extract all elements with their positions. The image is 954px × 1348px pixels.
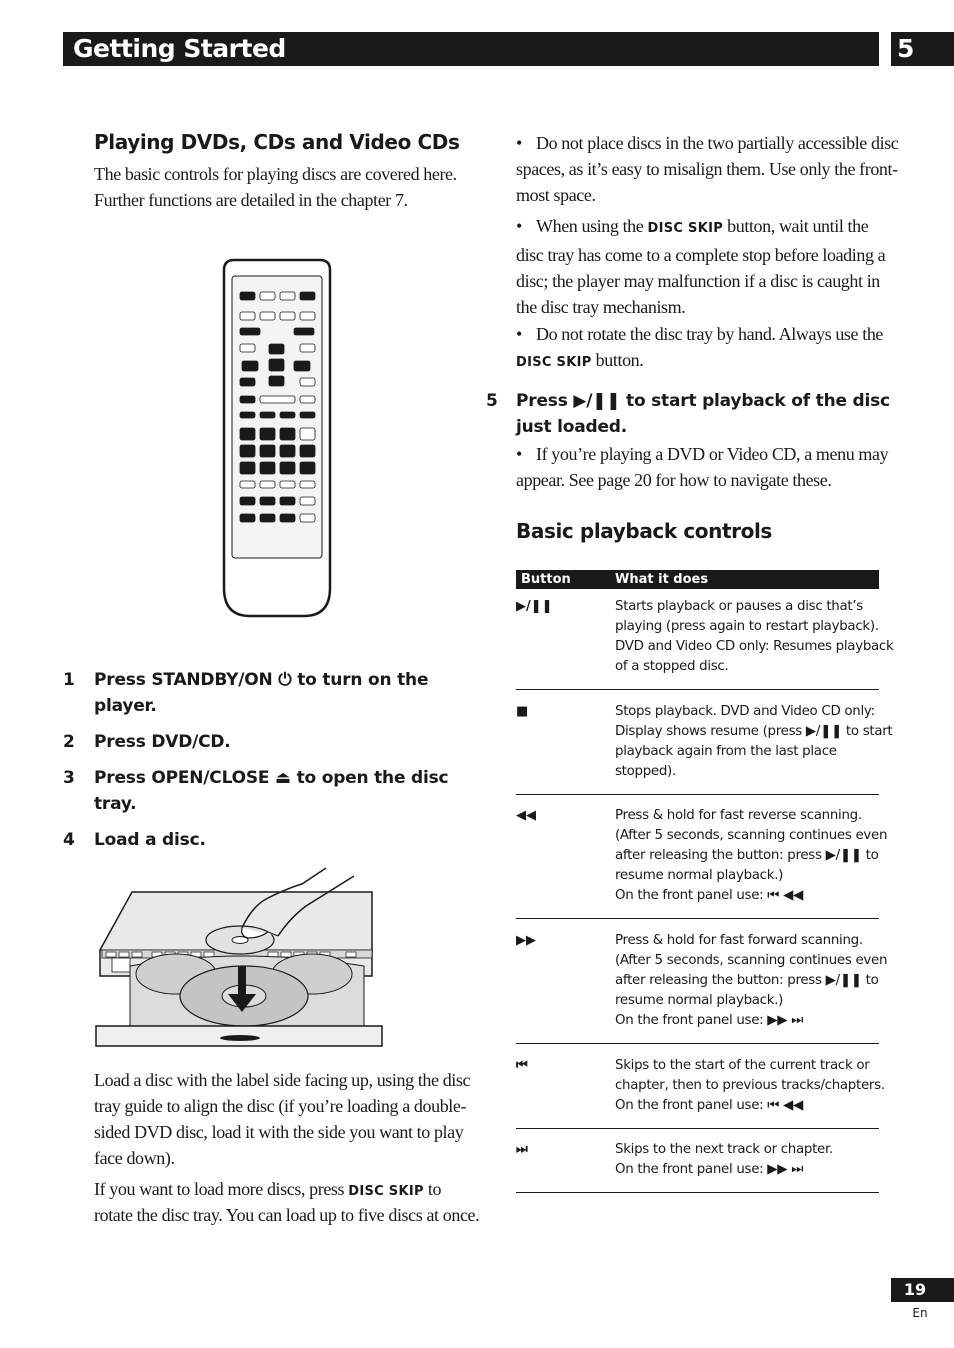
step-text: Press ▶/❚❚ to start playback of the disc: [516, 391, 890, 411]
bullet-menu-may-appear: [516, 441, 888, 493]
remote-key: [280, 514, 295, 522]
button-description: [615, 1056, 885, 1116]
remote-key: [240, 514, 255, 522]
description-line: Skips to the start of the current track or: [615, 1058, 870, 1073]
step-text: Press DVD/CD.: [94, 732, 231, 752]
bullet-partial-spaces: [516, 130, 898, 208]
step-text: Press OPEN/CLOSE ⏏ to open the disc: [94, 768, 449, 788]
disc-skip-key: DISC SKIP: [647, 221, 724, 236]
bullet-disc-skip-wait: [516, 213, 885, 320]
chapter-title: Getting Started: [73, 34, 286, 63]
remote-key: [300, 428, 315, 440]
remote-key: [240, 344, 255, 352]
table-row: [516, 1056, 885, 1129]
description-line: of a stopped disc.: [615, 659, 729, 674]
description-line: playback again from the last place: [615, 744, 837, 759]
remote-key: [240, 378, 255, 386]
chapter-number-box: [891, 32, 954, 66]
remote-key: [300, 344, 315, 352]
step-number: 1: [63, 670, 75, 690]
section-heading: Playing DVDs, CDs and Video CDs: [94, 130, 460, 154]
bullet-text: Do not rotate the disc tray by hand. Always use the: [536, 324, 884, 344]
table-row: [516, 931, 888, 1044]
remote-key: [269, 376, 284, 386]
description-line: Starts playback or pauses a disc that’s: [615, 599, 863, 614]
remote-key: [240, 292, 255, 300]
table-header: [516, 570, 879, 589]
remote-key: [260, 396, 295, 403]
remote-key: [240, 412, 255, 418]
chapter-header-bar: [63, 32, 879, 66]
remote-key: [300, 497, 315, 505]
description-line: On the front panel use: ⏮ ◀◀: [615, 888, 804, 903]
table-row: [516, 806, 888, 919]
remote-control-illustration: [218, 258, 336, 620]
description-line: resume normal playback.): [615, 993, 784, 1008]
bullet-text: If you’re playing a DVD or Video CD, a menu may: [536, 444, 889, 464]
bullet-text: disc tray has come to a complete stop before loading a: [516, 245, 886, 265]
intro-line-2: Further functions are detailed in the chapter 7.: [94, 190, 408, 210]
column-header-button: Button: [521, 572, 571, 587]
remote-key: [240, 428, 255, 440]
description-line: On the front panel use: ▶▶ ⏭: [615, 1162, 804, 1177]
button-description: [615, 597, 894, 677]
remote-key: [260, 462, 275, 474]
description-line: chapter, then to previous tracks/chapters.: [615, 1078, 885, 1093]
remote-key: [300, 462, 315, 474]
step-text: Load a disc.: [94, 830, 206, 850]
remote-key: [260, 514, 275, 522]
page-number-box: [891, 1278, 954, 1302]
disc-skip-key: DISC SKIP: [516, 355, 592, 370]
bullet-text: button.: [591, 350, 644, 370]
description-line: (After 5 seconds, scanning continues even: [615, 953, 888, 968]
column-header-what-it-does: What it does: [615, 572, 709, 587]
table-row: [516, 597, 894, 690]
button-symbol: ■: [516, 704, 529, 719]
remote-key: [280, 497, 295, 505]
button-description: [615, 702, 893, 782]
button-symbol: ▶/❚❚: [516, 599, 553, 614]
bullet-text: disc; the player may malfunction if a disc is caught in: [516, 271, 880, 291]
button-symbol: ▶▶: [516, 933, 536, 948]
bullet-text: When using the: [536, 216, 648, 236]
disc-skip-key: DISC SKIP: [348, 1184, 424, 1199]
step-number: 5: [486, 391, 498, 411]
description-line: On the front panel use: ▶▶ ⏭: [615, 1013, 804, 1028]
description-line: Press & hold for fast forward scanning.: [615, 933, 863, 948]
button-symbol: ⏭: [516, 1142, 528, 1157]
remote-key: [280, 428, 295, 440]
bullet-text: Do not place discs in the two partially accessible disc: [536, 133, 899, 153]
bullet-do-not-rotate: [516, 321, 883, 376]
description-line: Stops playback. DVD and Video CD only:: [615, 704, 875, 719]
description-line: Skips to the next track or chapter.: [615, 1142, 833, 1157]
remote-key: [240, 396, 255, 403]
remote-key: [240, 445, 255, 457]
step-text-cont: player.: [94, 696, 157, 716]
text-run: to: [423, 1179, 442, 1199]
bullet-text: spaces, as it’s easy to misalign them. Use only the front-: [516, 159, 898, 179]
remote-key: [240, 462, 255, 474]
description-line: after releasing the button: press ▶/❚❚ to: [615, 973, 879, 988]
button-description: [615, 931, 888, 1031]
subheading-basic-playback: Basic playback controls: [516, 519, 772, 543]
bullet-text: most space.: [516, 185, 596, 205]
remote-key: [242, 361, 258, 371]
remote-key: [240, 328, 260, 335]
description-line: (After 5 seconds, scanning continues even: [615, 828, 888, 843]
bullet-text: button, wait until the: [723, 216, 869, 236]
table-row: [516, 1140, 879, 1193]
intro-line-1: The basic controls for playing discs are covered here.: [94, 164, 457, 184]
remote-key: [240, 481, 255, 488]
bullet-dot: •: [516, 324, 522, 344]
remote-key: [300, 292, 315, 300]
remote-key: [260, 292, 275, 300]
bullet-dot: •: [516, 444, 522, 464]
remote-key: [260, 412, 275, 418]
bullet-text: the disc tray mechanism.: [516, 297, 686, 317]
remote-key: [300, 445, 315, 457]
more-discs-line-2: rotate the disc tray. You can load up to five discs at once.: [94, 1205, 480, 1225]
remote-key: [294, 361, 310, 371]
load-line-3: sided DVD disc, load it with the side you want to play: [94, 1122, 464, 1142]
bullet-dot: •: [516, 133, 522, 153]
chapter-number: 5: [897, 34, 915, 63]
description-line: resume normal playback.): [615, 868, 784, 883]
description-line: Press & hold for fast reverse scanning.: [615, 808, 862, 823]
description-line: Display shows resume (press ▶/❚❚ to start: [615, 724, 893, 739]
bullet-dot: •: [516, 216, 522, 236]
language-code: En: [912, 1306, 928, 1320]
remote-key: [269, 344, 284, 354]
remote-key: [300, 412, 315, 418]
remote-key: [294, 328, 314, 335]
remote-key: [280, 462, 295, 474]
bullet-text: appear. See page 20 for how to navigate these.: [516, 470, 832, 490]
remote-key: [300, 481, 315, 488]
disc-loading-illustration: [92, 866, 386, 1050]
step-text: Press STANDBY/ON ⏻ to turn on the: [94, 670, 429, 690]
button-description: [615, 1140, 879, 1180]
load-line-1: Load a disc with the label side facing up, using the disc: [94, 1070, 471, 1090]
remote-key: [260, 445, 275, 457]
button-symbol: ◀◀: [516, 808, 536, 823]
step-text-cont: tray.: [94, 794, 137, 814]
page-number: 19: [903, 1280, 927, 1299]
load-line-4: face down).: [94, 1148, 175, 1168]
description-line: after releasing the button: press ▶/❚❚ to: [615, 848, 879, 863]
description-line: DVD and Video CD only: Resumes playback: [615, 639, 894, 654]
button-description: [615, 806, 888, 906]
remote-key: [280, 292, 295, 300]
remote-key: [300, 378, 315, 386]
description-line: stopped).: [615, 764, 676, 779]
remote-key: [300, 396, 315, 403]
remote-key: [260, 497, 275, 505]
remote-key: [300, 312, 315, 320]
remote-key: [300, 514, 315, 522]
remote-key: [260, 481, 275, 488]
step-number: 3: [63, 768, 75, 788]
description-line: playing (press again to restart playback).: [615, 619, 879, 634]
button-symbol: ⏮: [516, 1058, 528, 1073]
remote-key: [240, 312, 255, 320]
remote-key: [280, 412, 295, 418]
load-line-2: tray guide to align the disc (if you’re loading a double-: [94, 1096, 467, 1116]
remote-key: [280, 312, 295, 320]
table-row: [516, 702, 893, 795]
remote-key: [280, 481, 295, 488]
remote-key: [269, 359, 284, 371]
description-line: On the front panel use: ⏮ ◀◀: [615, 1098, 804, 1113]
more-discs-line-1: [94, 1176, 441, 1205]
remote-key: [260, 428, 275, 440]
remote-key: [260, 312, 275, 320]
remote-key: [240, 497, 255, 505]
step-number: 2: [63, 732, 75, 752]
step-number: 4: [63, 830, 75, 850]
step-text-cont: just loaded.: [516, 417, 627, 437]
text-run: If you want to load more discs, press: [94, 1179, 349, 1199]
remote-key: [280, 445, 295, 457]
